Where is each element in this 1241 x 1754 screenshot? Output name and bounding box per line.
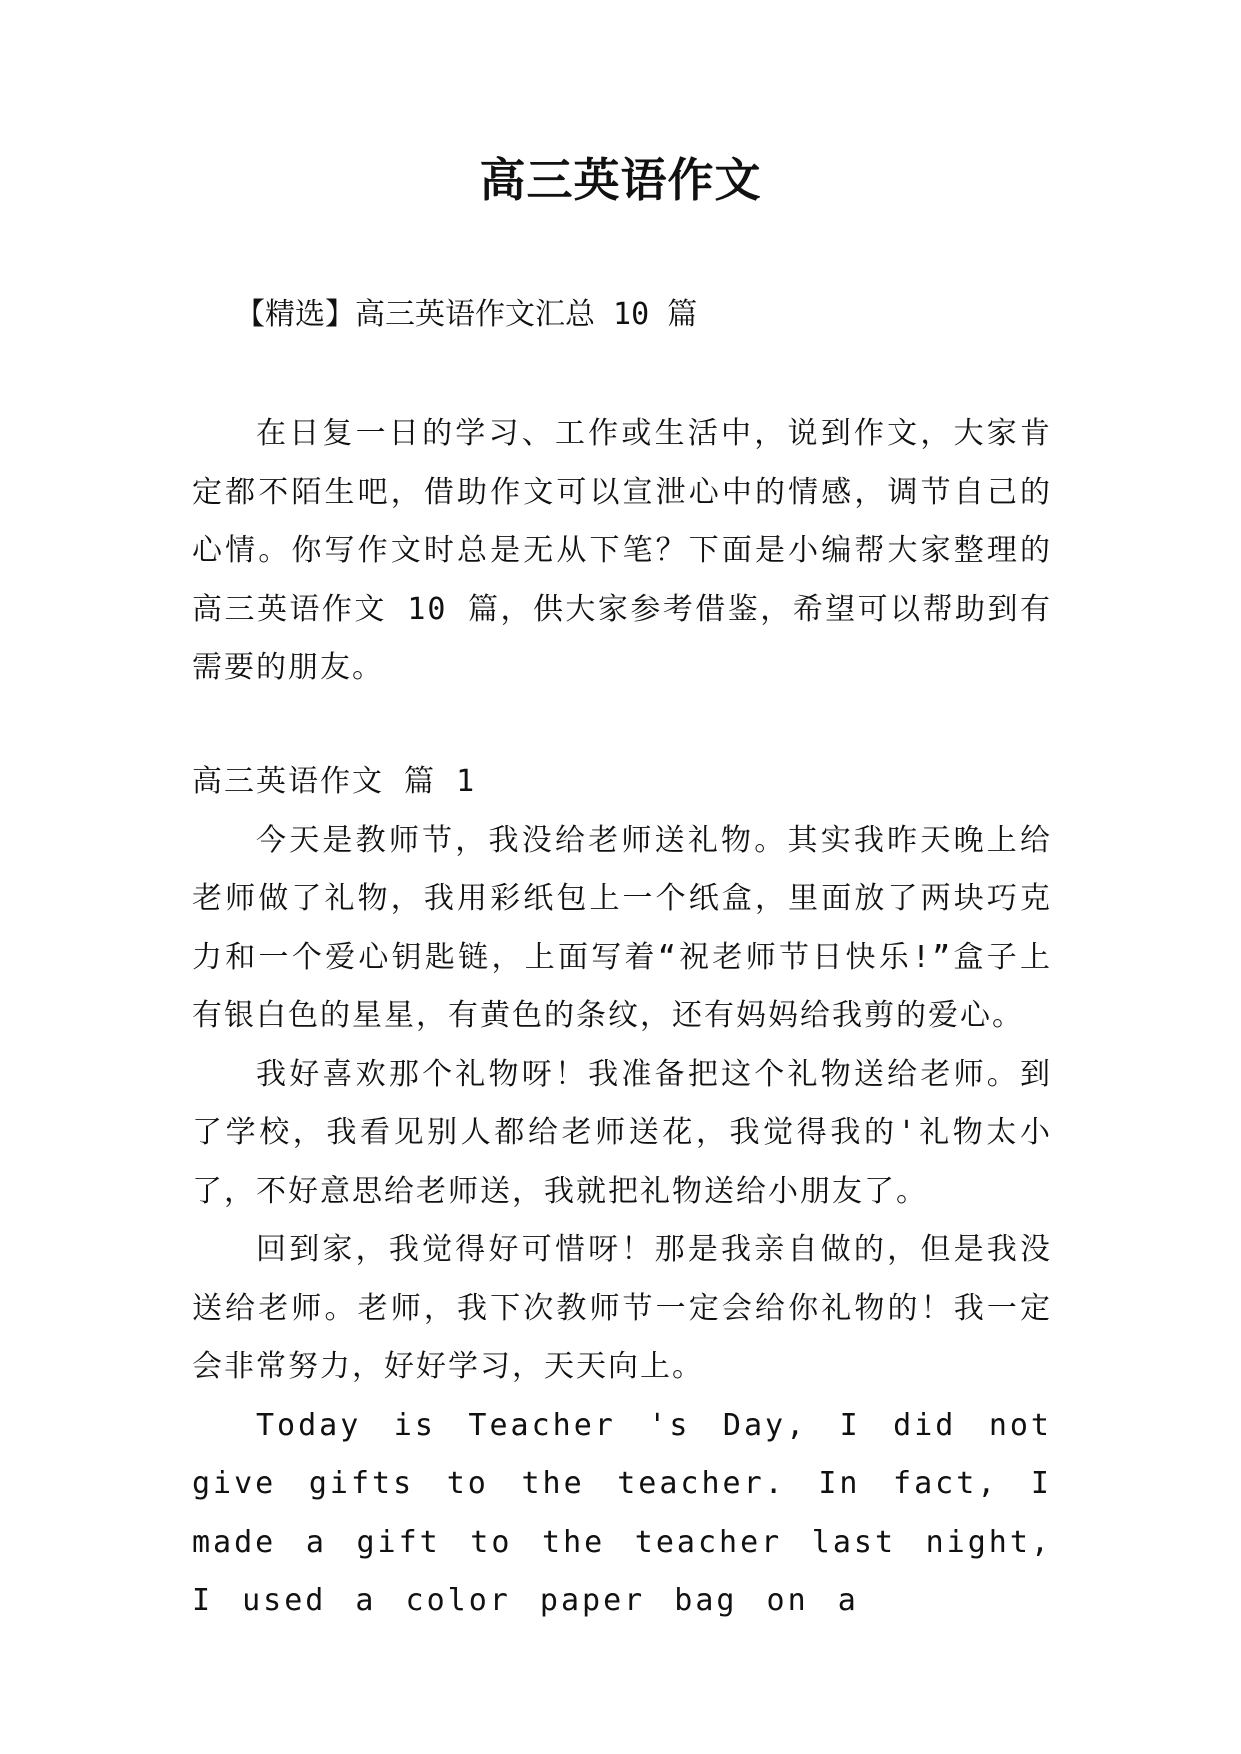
english-paragraph: Today is Teacher 's Day, I did not give gifts to the teacher. In fact, I made a gift to the teacher last night, I used a color paper bag on a [192, 1407, 1052, 1618]
intro-paragraph: 在日复一日的学习、工作或生活中，说到作文，大家肯定都不陌生吧，借助作文可以宣泄心中的情感，调节自己的心情。你写作文时总是无从下笔？下面是小编帮大家整理的高三英语作文 10 篇，供大家参考借鉴，希望可以帮助到有需要的朋友。 [192, 416, 1052, 685]
section-1 [192, 753, 1052, 1631]
document-title: 高三英语作文 [479, 153, 762, 207]
body-paragraph-2: 我好喜欢那个礼物呀！我准备把这个礼物送给老师。到了学校，我看见别人都给老师送花，我觉得我的'礼物太小了，不好意思给老师送，我就把礼物送给小朋友了。 [192, 1056, 1052, 1209]
document-subtitle: 【精选】高三英语作文汇总 10 篇 [235, 297, 698, 332]
body-paragraph-3: 回到家，我觉得好可惜呀！那是我亲自做的，但是我没送给老师。老师，我下次教师节一定会给你礼物的！我一定会非常努力，好好学习，天天向上。 [192, 1232, 1052, 1384]
section-heading: 高三英语作文 篇 1 [192, 764, 477, 799]
body-paragraph-1: 今天是教师节，我没给老师送礼物。其实我昨天晚上给老师做了礼物，我用彩纸包上一个纸盒，里面放了两块巧克力和一个爱心钥匙链，上面写着“祝老师节日快乐!”盒子上有银白色的星星，有黄色的条纹，还有妈妈给我剪的爱心。 [192, 822, 1052, 1033]
intro-block [192, 405, 1052, 698]
